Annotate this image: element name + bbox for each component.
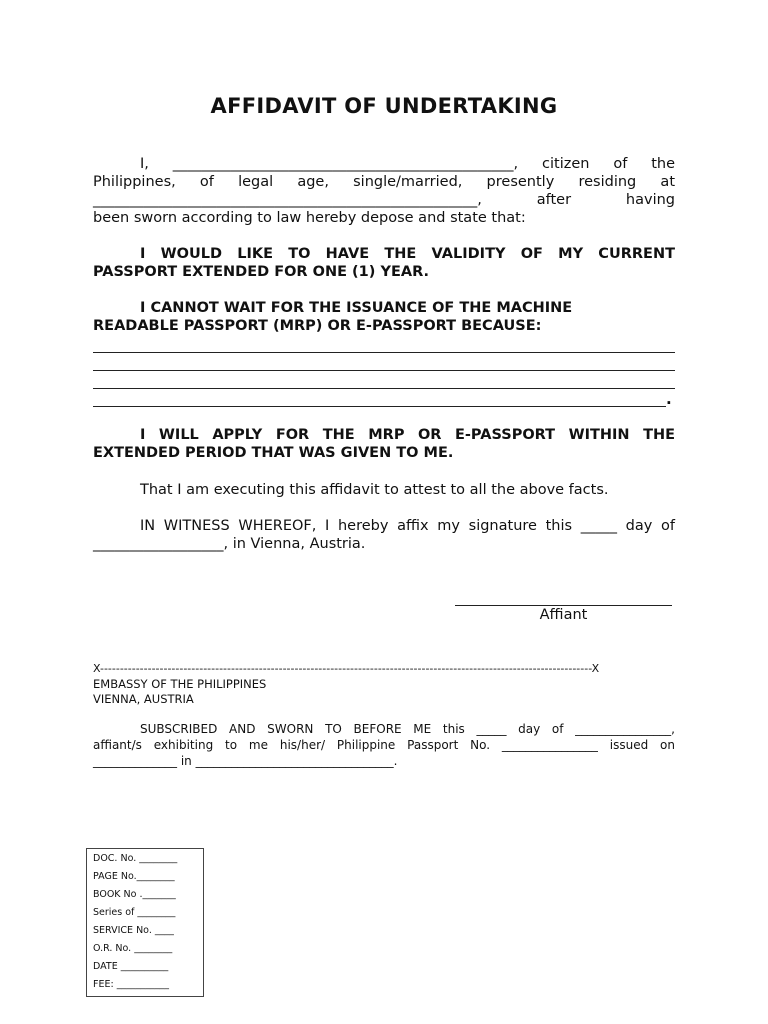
apply-line-2: EXTENDED PERIOD THAT WAS GIVEN TO ME. bbox=[93, 445, 454, 461]
witness-line-1 bbox=[93, 517, 675, 535]
apply-line-1 bbox=[93, 426, 675, 444]
jurat-line-1-text: SUBSCRIBED AND SWORN TO BEFORE ME this _____ day of ________________, bbox=[140, 722, 675, 736]
embassy-name: EMBASSY OF THE PHILIPPINES bbox=[93, 677, 267, 691]
reason-blank-line-3 bbox=[93, 388, 675, 389]
witness-line-2: __________________, in Vienna, Austria. bbox=[93, 536, 366, 552]
affiant-label: Affiant bbox=[539, 607, 588, 623]
jurat-line-2: affiant/s exhibiting to me his/her/ Philippine Passport No. ________________ issued on bbox=[93, 738, 675, 752]
attest-line-text: That I am executing this affidavit to attest to all the above facts. bbox=[140, 482, 609, 498]
embassy-location: VIENNA, AUSTRIA bbox=[93, 692, 194, 706]
or-no-field: O.R. No. ________ bbox=[93, 943, 173, 954]
jurat-line-1 bbox=[93, 721, 675, 737]
validity-line-2: PASSPORT EXTENDED FOR ONE (1) YEAR. bbox=[93, 264, 430, 280]
attest-line bbox=[93, 481, 675, 499]
date-field: DATE __________ bbox=[93, 961, 169, 972]
validity-line-1 bbox=[93, 245, 675, 263]
intro-line-1 bbox=[93, 155, 675, 173]
intro-line-1-text: I, _______________________________________________, citizen of the bbox=[140, 156, 675, 172]
validity-line-1-text: I WOULD LIKE TO HAVE THE VALIDITY OF MY CURRENT bbox=[140, 246, 675, 262]
notarial-record-box bbox=[86, 848, 204, 997]
intro-line-2: Philippines, of legal age, single/married, presently residing at bbox=[93, 174, 675, 190]
intro-line-3: _____________________________________________________, after having bbox=[93, 192, 675, 208]
service-no-field: SERVICE No. ____ bbox=[93, 925, 174, 936]
intro-line-4: been sworn according to law hereby depose and state that: bbox=[93, 210, 526, 226]
reason-period: . bbox=[666, 390, 672, 408]
reason-blank-line-4 bbox=[93, 406, 666, 407]
reason-line-2: READABLE PASSPORT (MRP) OR E-PASSPORT BECAUSE: bbox=[93, 318, 542, 334]
reason-line-1 bbox=[93, 299, 675, 317]
section-separator: X----------------------------------------------------------------------------------------------------------------------------X bbox=[93, 662, 600, 675]
witness-line-1-text: IN WITNESS WHEREOF, I hereby affix my signature this _____ day of bbox=[140, 518, 675, 534]
reason-line-1-text: I CANNOT WAIT FOR THE ISSUANCE OF THE MACHINE bbox=[140, 300, 573, 316]
page-no-field: PAGE No.________ bbox=[93, 871, 175, 882]
reason-blank-line-2 bbox=[93, 370, 675, 371]
book-no-field: BOOK No ._______ bbox=[93, 889, 176, 900]
affiant-signature-line bbox=[455, 605, 672, 606]
apply-line-1-text: I WILL APPLY FOR THE MRP OR E-PASSPORT WITHIN THE bbox=[140, 427, 675, 443]
document-title: AFFIDAVIT OF UNDERTAKING bbox=[210, 94, 558, 118]
reason-blank-line-1 bbox=[93, 352, 675, 353]
series-field: Series of ________ bbox=[93, 907, 176, 918]
doc-no-field: DOC. No. ________ bbox=[93, 853, 178, 864]
jurat-line-3: ______________ in _________________________________. bbox=[93, 754, 398, 768]
fee-field: FEE: ___________ bbox=[93, 979, 169, 990]
